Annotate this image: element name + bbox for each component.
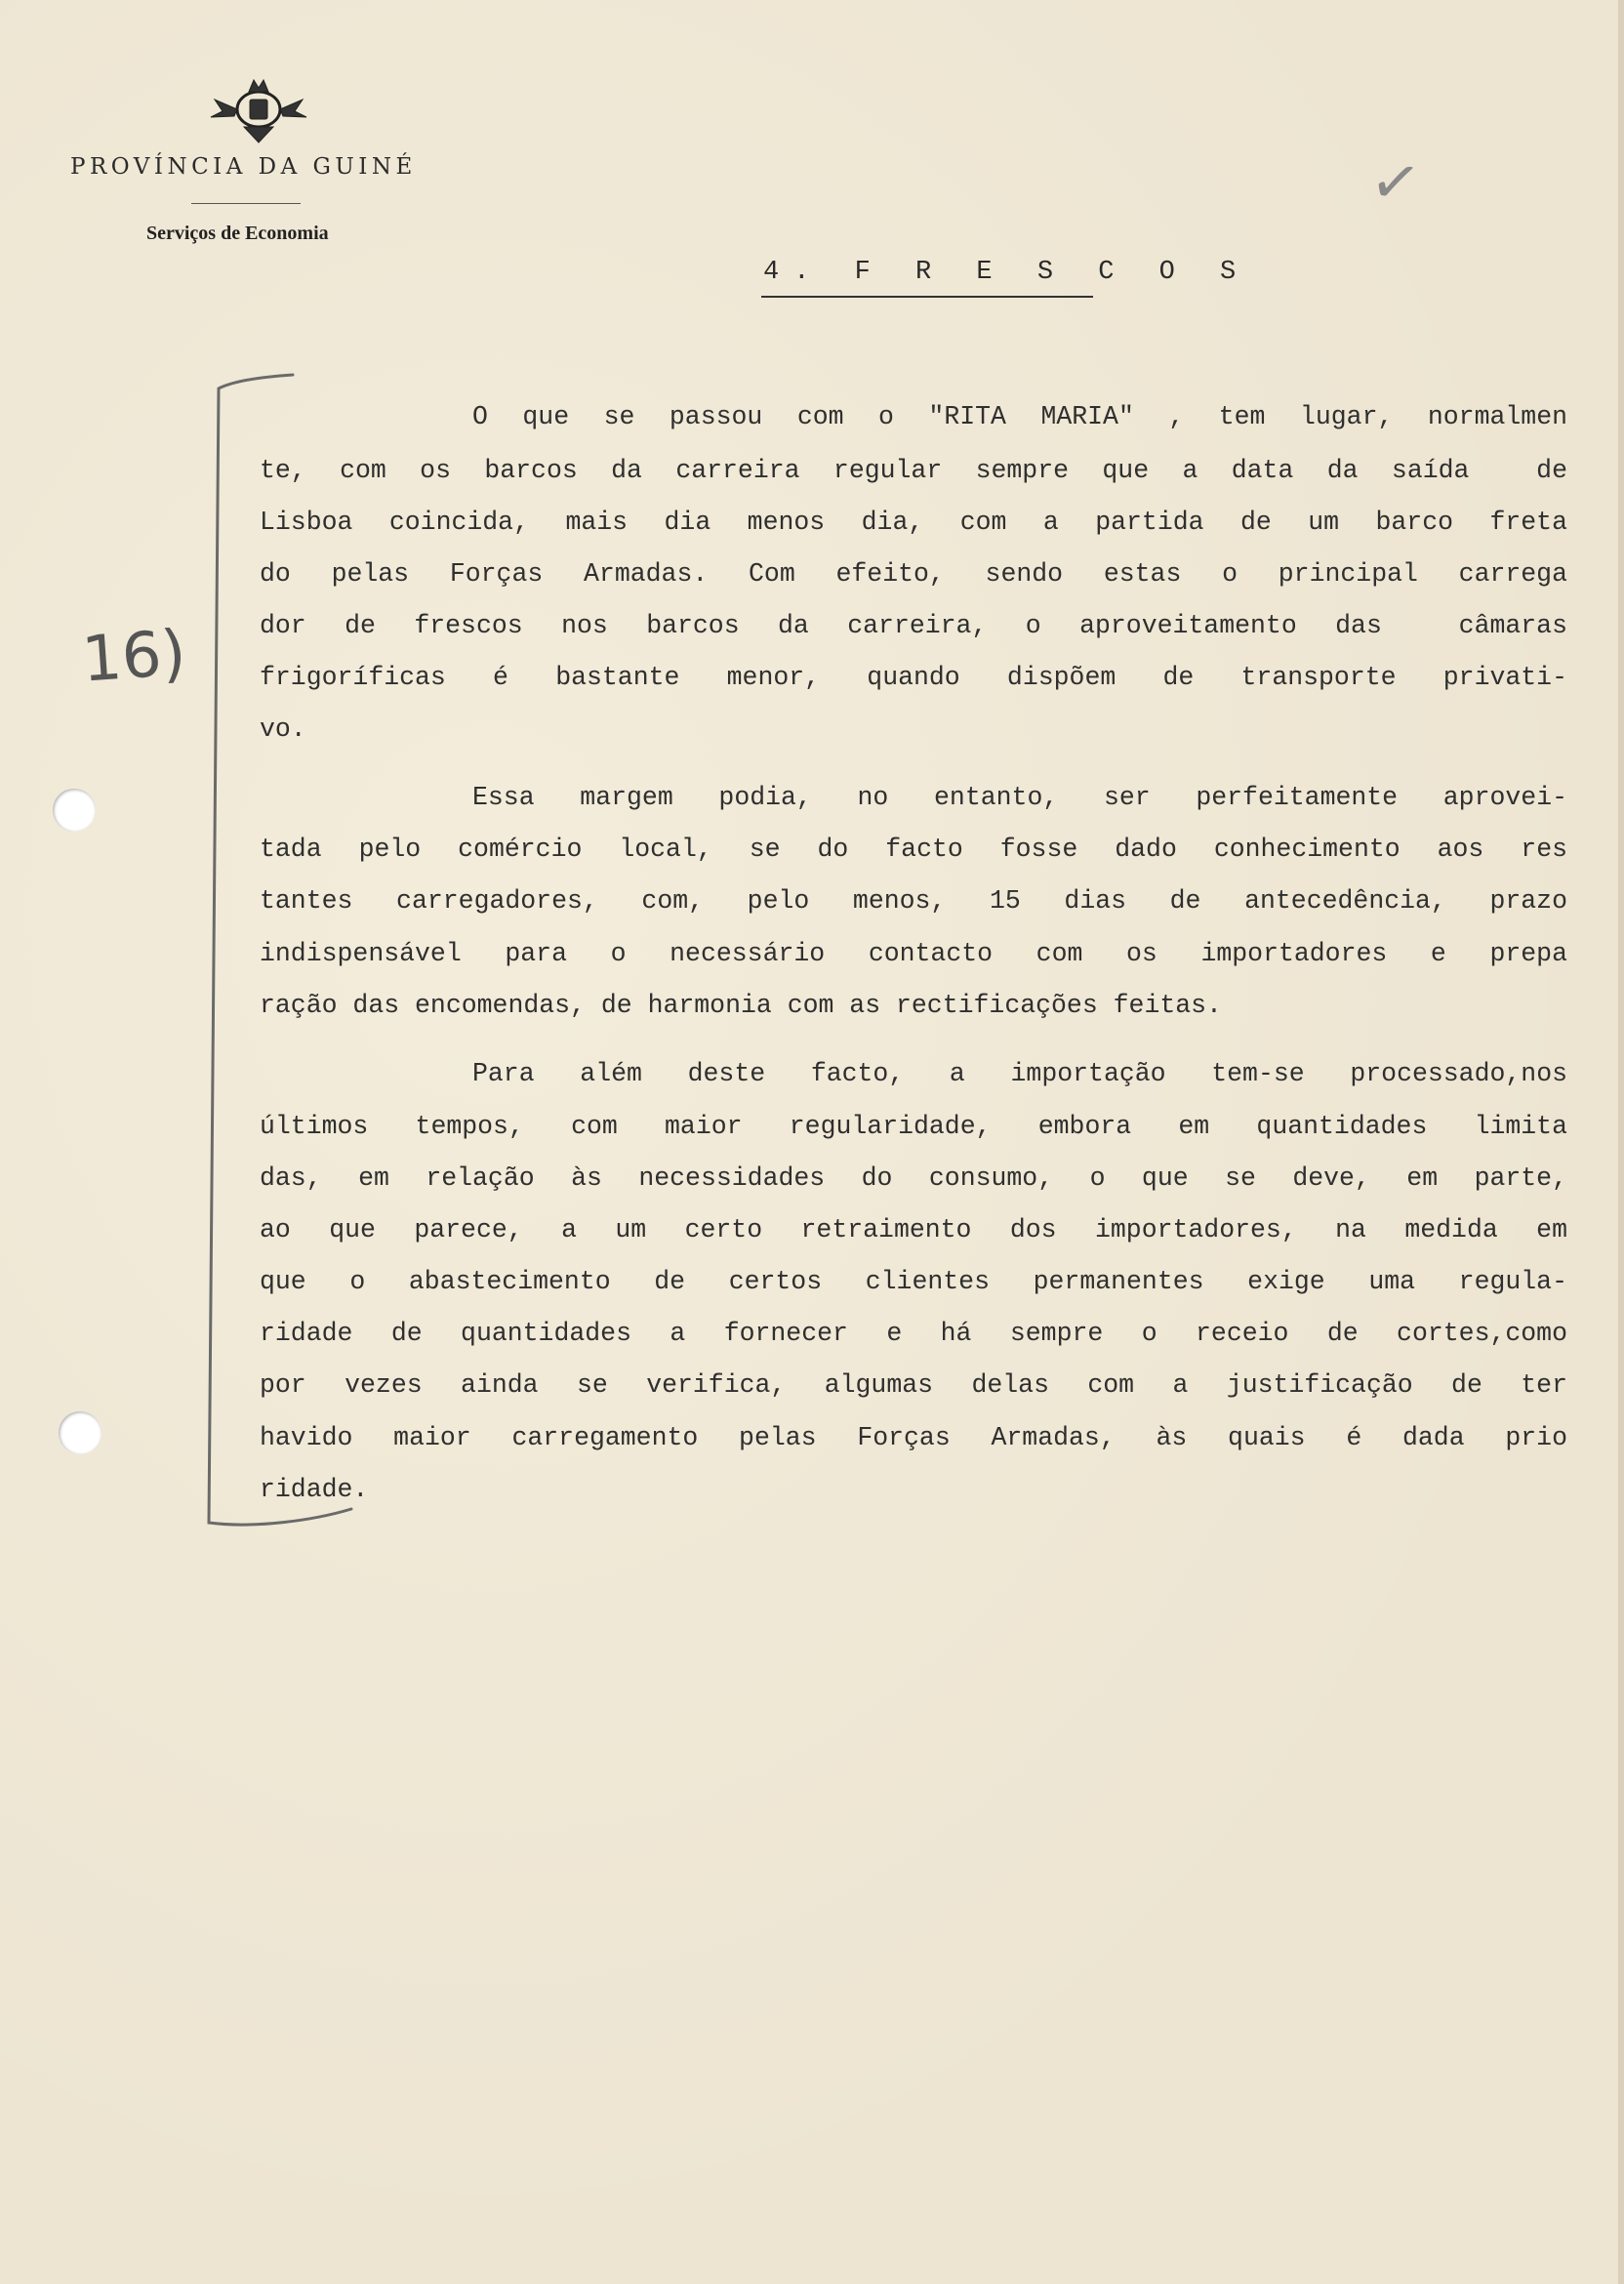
paragraph-1-line-5: dor de frescos nos barcos da carreira, o aproveitamento das câmaras: [260, 611, 1567, 640]
province-title: PROVÍNCIA DA GUINÉ: [70, 154, 417, 180]
paragraph-1-line-2: te, com os barcos da carreira regular sempre que a data da saída de: [260, 456, 1567, 485]
paragraph-2-line-3: tantes carregadores, com, pelo menos, 15 dias de antecedência, prazo: [260, 886, 1567, 916]
department-name: Serviços de Economia: [146, 223, 329, 244]
paragraph-2-line-1: Essa margem podia, no entanto, ser perfeitamente aprovei-: [472, 783, 1567, 812]
punch-hole-bottom: [59, 1411, 102, 1454]
paragraph-3-line-4: ao que parece, a um certo retraimento dos importadores, na medida em: [260, 1215, 1567, 1244]
margin-number: 16): [79, 617, 188, 697]
paragraph-1-line-6: frigoríficas é bastante menor, quando dispõem de transporte privati-: [260, 663, 1567, 692]
paragraph-2-line-2: tada pelo comércio local, se do facto fosse dado conhecimento aos res: [260, 835, 1567, 864]
paragraph-3-line-5: que o abastecimento de certos clientes permanentes exige uma regula-: [260, 1267, 1567, 1296]
punch-hole-top: [53, 789, 96, 832]
paragraph-3-line-8: havido maior carregamento pelas Forças Armadas, às quais é dada prio: [260, 1423, 1567, 1452]
paragraph-1-line-3: Lisboa coincida, mais dia menos dia, com a partida de um barco freta: [260, 508, 1567, 537]
paragraph-3-line-6: ridade de quantidades a fornecer e há sempre o receio de cortes,como: [260, 1319, 1567, 1348]
paragraph-3-line-3: das, em relação às necessidades do consumo, o que se deve, em parte,: [260, 1163, 1567, 1193]
paragraph-3-line-2: últimos tempos, com maior regularidade, embora em quantidades limita: [260, 1112, 1567, 1141]
paragraph-1-line-7: vo.: [260, 714, 306, 744]
paragraph-3-line-9: ridade.: [260, 1475, 369, 1504]
check-mark: ✓: [1365, 143, 1426, 222]
paragraph-2-line-4: indispensável para o necessário contacto com os importadores e prepa: [260, 939, 1567, 968]
paragraph-3-line-7: por vezes ainda se verifica, algumas delas com a justificação de ter: [260, 1370, 1567, 1400]
paragraph-1-line-4: do pelas Forças Armadas. Com efeito, sendo estas o principal carrega: [260, 559, 1567, 589]
paragraph-2-line-5: ração das encomendas, de harmonia com as rectificações feitas.: [260, 991, 1222, 1020]
paragraph-3-line-1: Para além deste facto, a importação tem-se processado,nos: [472, 1059, 1567, 1088]
section-heading: 4. F R E S C O S: [763, 258, 1251, 287]
paragraph-1-line-1: O que se passou com o "RITA MARIA" , tem lugar, normalmen: [472, 402, 1567, 431]
